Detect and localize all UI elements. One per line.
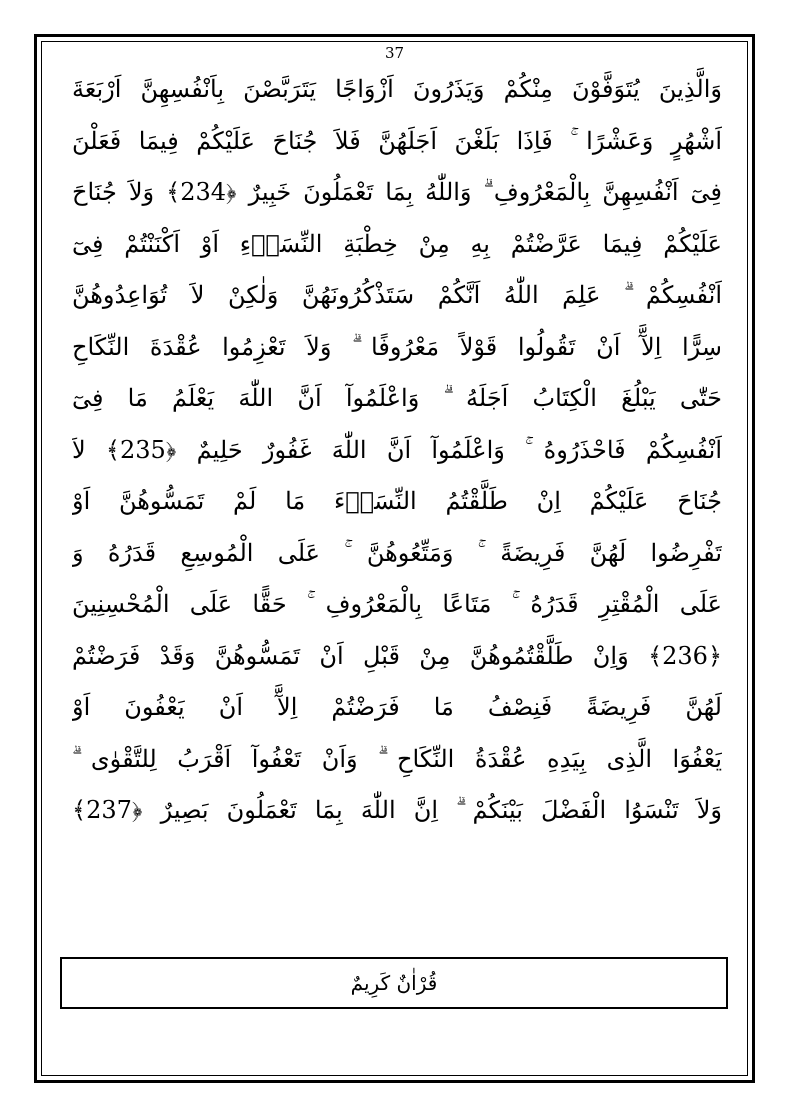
verse-line: اَنْفُسِكُمْ ۗ عَلِمَ اللّٰهُ اَنَّكُمْ سَتَذْكُرُونَهُنَّ وَلٰكِنْ لاَ تُوَاعِدُوهُنَّ	[72, 281, 722, 309]
verse-line: ﴿236﴾ وَاِنْ طَلَّقْتُمُوهُنَّ مِنْ قَبْلِ اَنْ تَمَسُّوهُنَّ وَقَدْ فَرَضْتُمْ	[72, 641, 722, 670]
verse-line: عَلَى الْمُقْتِرِ قَدَرُهُ ۚ مَتَاعًا بِالْمَعْرُوفِ ۚ حَقًّا عَلَى الْمُحْسِنِينَ	[72, 590, 722, 618]
page-number: 37	[384, 44, 405, 62]
verse-line: يَعْفُوَا الَّذِى بِيَدِهِ عُقْدَةُ النِّكَاحِ ۗ وَاَنْ تَعْفُوآ اَقْرَبُ لِلتَّقْوٰى ۗ	[72, 744, 722, 773]
verse-line: وَلاَ تَنْسَوُا الْفَضْلَ بَيْنَكُمْ ۗ اِنَّ اللّٰهَ بِمَا تَعْمَلُونَ بَصِيرٌ ﴿237﴾	[72, 796, 722, 824]
verse-line: تَفْرِضُوا لَهُنَّ فَرِيضَةً ۚ وَمَتِّعُوهُنَّ ۚ عَلَى الْمُوسِعِ قَدَرُهُ وَ	[72, 538, 722, 567]
verse-line: سِرًّا اِلآَّ اَنْ تَقُولُوا قَوْلاً مَعْرُوفًا ۗ وَلاَ تَعْزِمُوا عُقْدَةَ النِّكَاحِ	[72, 332, 722, 361]
verse-line: عَلَيْكُمْ فِيمَا عَرَّضْتُمْ بِهِ مِنْ خِطْبَةِ النِّسَاۤءِ اَوْ اَكْنَنْتُمْ فِىٓ	[72, 229, 722, 258]
verse-line: وَالَّذِينَ يُتَوَفَّوْنَ مِنْكُمْ وَيَذَرُونَ اَزْوَاجًا يَتَرَبَّصْنَ بِاَنْفُسِهِنَّ اَرْبَعَةَ	[72, 75, 722, 103]
verse-line: جُنَاحَ عَلَيْكُمْ اِنْ طَلَّقْتُمُ النِّسَاۤءَ مَا لَمْ تَمَسُّوهُنَّ اَوْ	[72, 487, 722, 515]
footer-title-box	[60, 957, 728, 1009]
verse-line: لَهُنَّ فَرِيضَةً فَنِصْفُ مَا فَرَضْتُمْ اِلآَّ اَنْ يَعْفُونَ اَوْ	[72, 693, 722, 721]
verse-text-block	[72, 64, 722, 837]
verse-line: اَشْهُرٍ وَعَشْرًا ۚ فَاِذَا بَلَغْنَ اَجَلَهُنَّ فَلاَ جُنَاحَ عَلَيْكُمْ فِيمَا فَعَلْنَ	[72, 126, 722, 155]
footer-title: قُرْاٰنٌ كَرِيمٌ	[350, 971, 438, 995]
verse-line: فِىٓ اَنْفُسِهِنَّ بِالْمَعْرُوفِ ۗ وَاللّٰهُ بِمَا تَعْمَلُونَ خَبِيرٌ ﴿234﴾ وَلاَ جُنَاحَ	[72, 178, 722, 206]
verse-line: اَنْفُسِكُمْ فَاحْذَرُوهُ ۚ وَاعْلَمُوآ اَنَّ اللّٰهَ غَفُورٌ حَلِيمٌ ﴿235﴾ لاَ	[72, 435, 722, 464]
verse-line: حَتّٰى يَبْلُغَ الْكِتَابُ اَجَلَهُ ۗ وَاعْلَمُوآ اَنَّ اللّٰهَ يَعْلَمُ مَا فِىٓ	[72, 384, 722, 412]
